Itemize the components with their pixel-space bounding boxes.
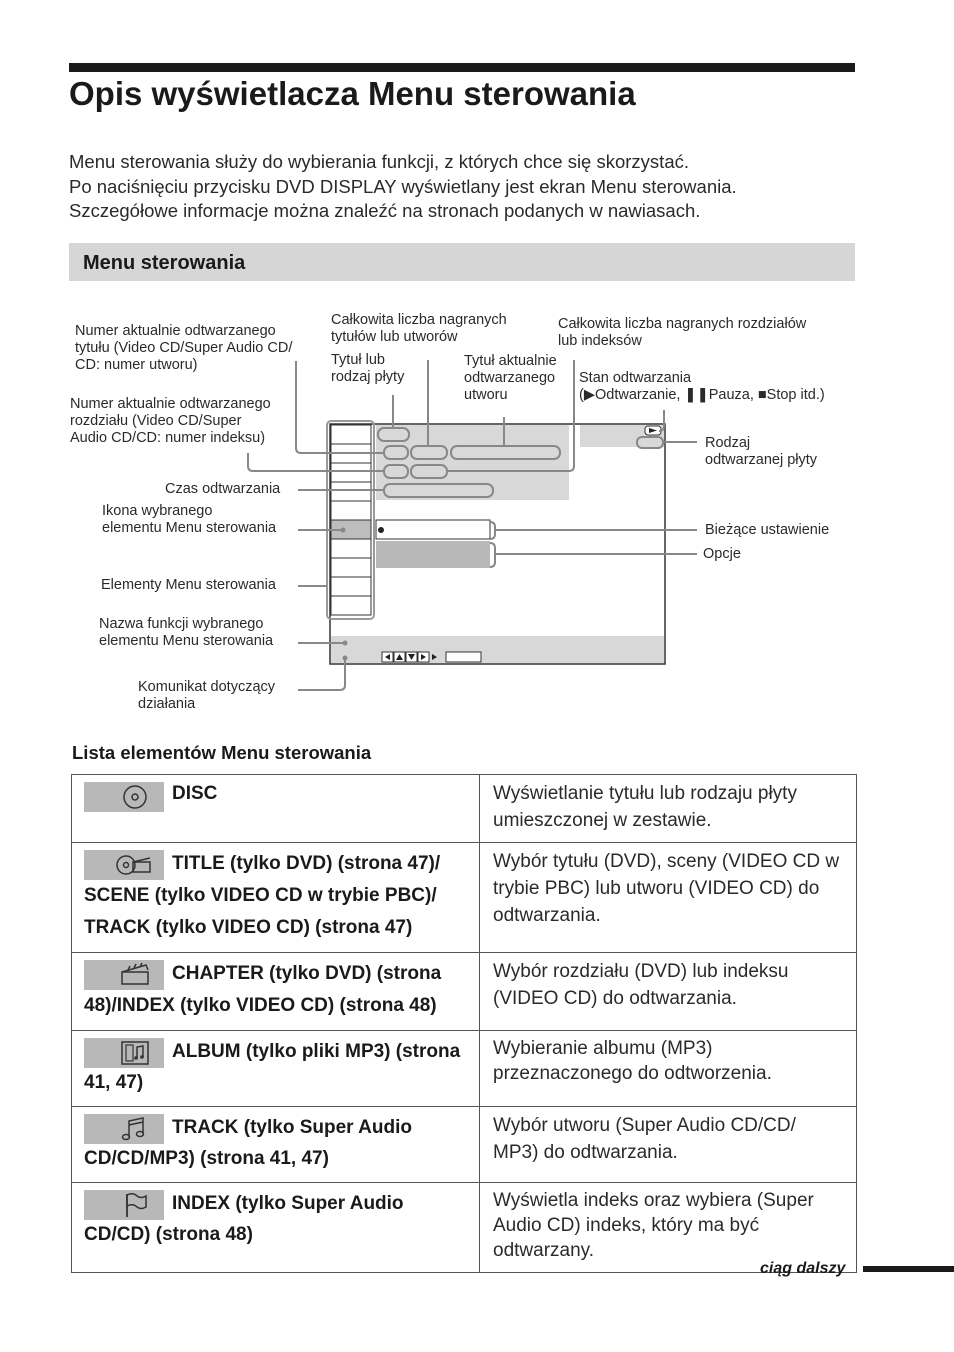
list-title: Lista elementów Menu sterowania: [72, 742, 372, 763]
label-track-title: Tytuł aktualnie odtwarzanego utworu: [464, 353, 557, 403]
table-row: [72, 1107, 857, 1183]
item-description: Wyświetla indeks oraz wybiera (Super Audio CD) indeks, który ma być odtwarzany.: [480, 1183, 857, 1273]
item-label: TRACK (tylko Super Audio CD/CD/MP3) (strona 41, 47): [84, 1117, 412, 1169]
continued-bar: [863, 1266, 954, 1272]
label-function-name: Nazwa funkcji wybranego elementu Menu sterowania: [99, 616, 274, 649]
album-icon: [84, 1038, 164, 1068]
item-name-cell: [72, 1031, 480, 1107]
flag-icon: [84, 1190, 164, 1220]
intro-line: Po naciśnięciu przycisku DVD DISPLAY wyświetlany jest ekran Menu sterowania.: [69, 175, 737, 197]
item-name-cell: [72, 953, 480, 1031]
item-label: INDEX (tylko Super Audio CD/CD) (strona 48): [84, 1193, 404, 1245]
label-play-status: Stan odtwarzania (▶Odtwarzanie, ❚❚Pauza, ■Stop itd.): [579, 370, 825, 403]
label-current-setting: Bieżące ustawienie: [705, 522, 830, 538]
item-name-cell: [72, 843, 480, 953]
intro-line: Szczegółowe informacje można znaleźć na stronach podanych w nawiasach.: [69, 200, 701, 221]
label-selected-icon: Ikona wybranego elementu Menu sterowania: [102, 503, 277, 536]
label-disc-type: Rodzaj odtwarzanej płyty: [705, 435, 818, 468]
table-row: [72, 1183, 857, 1273]
continued-text: ciąg dalszy: [760, 1260, 846, 1277]
item-name-cell: [72, 1107, 480, 1183]
item-description: Wybór rozdziału (DVD) lub indeksu (VIDEO CD) do odtwarzania.: [480, 953, 857, 1031]
label-chapter-number: Numer aktualnie odtwarzanego rozdziału (Video CD/Super Audio CD/CD: numer indeksu): [70, 396, 271, 446]
item-label: TITLE (tylko DVD) (strona 47)/ SCENE (tylko VIDEO CD w trybie PBC)/ TRACK (tylko VIDEO CD) (strona 47): [84, 853, 441, 938]
intro-line: Menu sterowania służy do wybierania funkcji, z których chce się skorzystać.: [69, 151, 690, 172]
label-total-titles: Całkowita liczba nagranych tytułów lub utworów: [331, 312, 507, 345]
item-description: Wyświetlanie tytułu lub rodzaju płyty umieszczonej w zestawie.: [480, 775, 857, 843]
clapperboard-icon: [84, 960, 164, 990]
label-menu-items: Elementy Menu sterowania: [101, 577, 276, 593]
label-title-number: Numer aktualnie odtwarzanego tytułu (Video CD/Super Audio CD/ CD: numer utworu): [75, 323, 293, 373]
label-playing-time: Czas odtwarzania: [165, 481, 281, 497]
label-disc-title: Tytuł lub rodzaj płyty: [331, 352, 405, 385]
menu-items-table: [71, 774, 857, 1273]
page-title: Opis wyświetlacza Menu sterowania: [69, 75, 636, 112]
item-description: Wybór utworu (Super Audio CD/CD/ MP3) do odtwarzania.: [480, 1107, 857, 1183]
item-description: Wybór tytułu (DVD), sceny (VIDEO CD w trybie PBC) lub utworu (VIDEO CD) do odtwarzania.: [480, 843, 857, 953]
item-label: CHAPTER (tylko DVD) (strona 48)/INDEX (tylko VIDEO CD) (strona 48): [84, 963, 442, 1016]
label-operation-message: Komunikat dotyczący działania: [138, 679, 276, 712]
music-note-icon: [84, 1114, 164, 1144]
disc-icon: [84, 782, 164, 812]
item-description: Wybieranie albumu (MP3) przeznaczonego do odtworzenia.: [480, 1031, 857, 1107]
table-row: [72, 843, 857, 953]
item-label: ALBUM (tylko pliki MP3) (strona 41, 47): [84, 1041, 461, 1093]
section-heading: Menu sterowania: [83, 252, 246, 274]
item-label: DISC: [172, 783, 218, 804]
table-row: [72, 1031, 857, 1107]
title-scene-icon: [84, 850, 164, 880]
label-options: Opcje: [703, 546, 741, 562]
label-total-chapters: Całkowita liczba nagranych rozdziałów lub indeksów: [558, 316, 807, 349]
table-row: [72, 775, 857, 843]
table-row: [72, 953, 857, 1031]
item-name-cell: [72, 775, 480, 843]
item-name-cell: [72, 1183, 480, 1273]
